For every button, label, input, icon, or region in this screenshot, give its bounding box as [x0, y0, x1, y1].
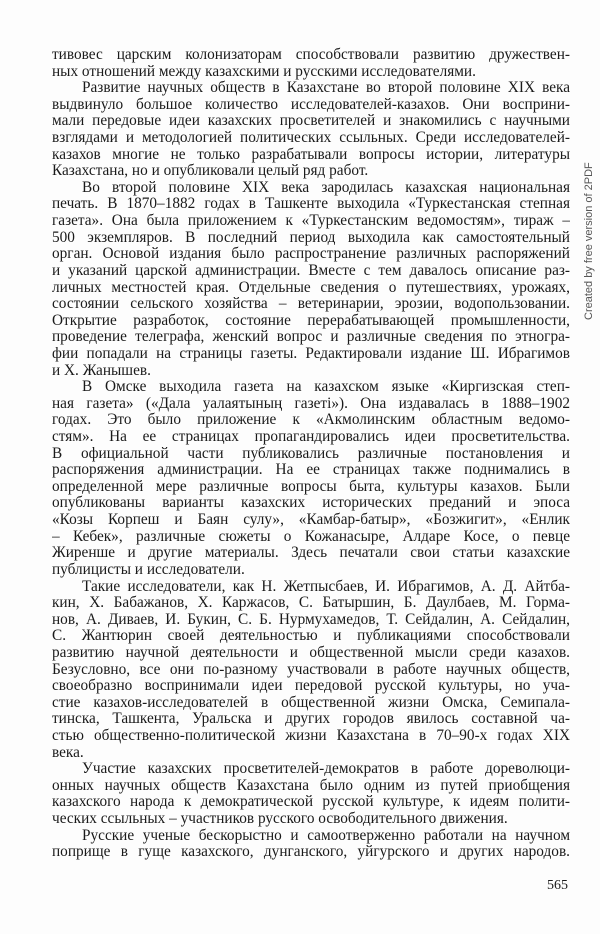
- text-line: личных местностей края. Отдельные сведения о путешествиях, урожаях,: [52, 279, 570, 296]
- text-line: казахского народа к демократической русской культуре, к идеям полити-: [52, 794, 570, 811]
- text-line: мали передовые идеи казахских просветителей и знакомились с научными: [52, 113, 570, 130]
- text-line: публицисты и исследователи.: [52, 561, 245, 578]
- text-line: ных отношений между казахскими и русскими исследователями.: [52, 63, 476, 80]
- text-line: распоряжения администрации. На ее страницах также поднимались в: [52, 462, 570, 479]
- page-body-text: [52, 47, 570, 861]
- text-line: Безусловно, все они по-разному участвовали в работе научных обществ,: [52, 661, 570, 678]
- text-line: печать. В 1870–1882 годах в Ташкенте выходила «Туркестанская степная: [52, 196, 570, 213]
- paragraph: [52, 579, 570, 762]
- text-line: годах. Это было приложение к «Акмолинским областным ведомо-: [52, 412, 570, 429]
- text-line: ная газета» («Дала уалаятының газеті»). Она издавалась в 1888–1902: [52, 395, 570, 412]
- text-line: В официальной части публиковались различные постановления и: [52, 445, 570, 462]
- text-line: казахов многие не только разрабатывали вопросы истории, литературы: [52, 146, 570, 163]
- text-line: стью общественно-политической жизни Казахстана в 70–90-х годах XIX: [52, 727, 570, 744]
- text-line: выдвинуло большое количество исследователей-казахов. Они восприни-: [52, 96, 570, 113]
- text-line: поприще в гуще казахского, дунганского, уйгурского и других народов.: [52, 844, 570, 861]
- text-line: нов, А. Диваев, И. Букин, С. Б. Нурмухамедов, Т. Сейдалин, А. Сейдалин,: [52, 611, 570, 628]
- watermark: Created by free version of 2PDF: [583, 162, 595, 320]
- text-line: онных научных обществ Казахстана было одним из путей приобщения: [52, 777, 570, 794]
- text-line: «Козы Корпеш и Баян сулу», «Камбар-батыр», «Бозжигит», «Енлик: [52, 512, 570, 529]
- text-line: стям». На ее страницах пропагандировались идеи просветительства.: [52, 429, 570, 446]
- text-line: и Х. Жанышев.: [52, 362, 151, 379]
- text-line: Жиренше и другие материалы. Здесь печатали свои статьи казахские: [52, 545, 570, 562]
- text-line: кин, Х. Бабажанов, Х. Каржасов, С. Батыршин, Б. Даулбаев, М. Горма-: [52, 595, 570, 612]
- text-line: развитию научной деятельности и общественной мысли среди казахов.: [52, 644, 570, 661]
- paragraph: [52, 828, 570, 861]
- text-line: тивовес царским колонизаторам способствовали развитию дружествен-: [52, 47, 570, 63]
- text-line: состоянии сельского хозяйства – ветеринарии, эрозии, водопользовании.: [52, 296, 570, 313]
- text-line: проведение телеграфа, женский вопрос и различные сведения по этногра-: [52, 329, 570, 346]
- text-line: ческих ссыльных – участников русского освободительного движения.: [52, 811, 508, 828]
- text-line: стие казахов-исследователей в общественной жизни Омска, Семипала-: [52, 694, 570, 711]
- text-line: В Омске выходила газета на казахском языке «Киргизская степ-: [82, 379, 570, 396]
- text-line: века.: [52, 744, 84, 761]
- text-line: Казахстана, но и опубликовали целый ряд работ.: [52, 163, 369, 180]
- text-line: опубликованы варианты казахских исторических преданий и эпоса: [52, 495, 570, 512]
- text-line: взглядами и методологией политических ссыльных. Среди исследователей-: [52, 130, 570, 147]
- paragraph: [52, 379, 570, 578]
- text-line: газета». Она была приложением к «Туркестанским ведомостям», тираж –: [52, 213, 570, 230]
- text-line: тинска, Ташкента, Уральска и других городов явилось составной ча-: [52, 711, 570, 728]
- text-line: С. Жантюрин своей деятельностью и публикациями способствовали: [52, 628, 570, 645]
- text-line: орган. Основой издания было распространение различных распоряжений: [52, 246, 570, 263]
- text-line: фии попадали на страницы газеты. Редактировали издание Ш. Ибрагимов: [52, 345, 570, 362]
- text-line: – Кебек», различные сюжеты о Кожанасыре, Алдаре Косе, о певце: [52, 528, 570, 545]
- text-line: 500 экземпляров. В последний период выходила как самостоятельный: [52, 229, 570, 246]
- page-number: 565: [547, 878, 568, 893]
- paragraph: [52, 761, 570, 827]
- paragraph: [52, 80, 570, 180]
- text-line: Русские ученые бескорыстно и самоотверженно работали на научном: [82, 827, 570, 844]
- text-line: Во второй половине XIX века зародилась казахская национальная: [82, 179, 570, 196]
- paragraph: [52, 47, 570, 80]
- text-line: Такие исследователи, как Н. Жетпысбаев, И. Ибрагимов, А. Д. Айтба-: [82, 578, 570, 595]
- text-line: Открытие разработок, состояние перерабатывающей промышленности,: [52, 312, 570, 329]
- paragraph: [52, 180, 570, 379]
- text-line: своеобразно воспринимали идеи передовой русской культуры, но уча-: [52, 678, 570, 695]
- text-line: Участие казахских просветителей-демократов в работе дореволюци-: [82, 761, 570, 778]
- text-line: Развитие научных обществ в Казахстане во второй половине XIX века: [82, 80, 570, 97]
- text-line: определенной мере различные вопросы быта, культуры казахов. Были: [52, 478, 570, 495]
- text-line: и указаний царской администрации. Вместе с тем давалось описание раз-: [52, 262, 570, 279]
